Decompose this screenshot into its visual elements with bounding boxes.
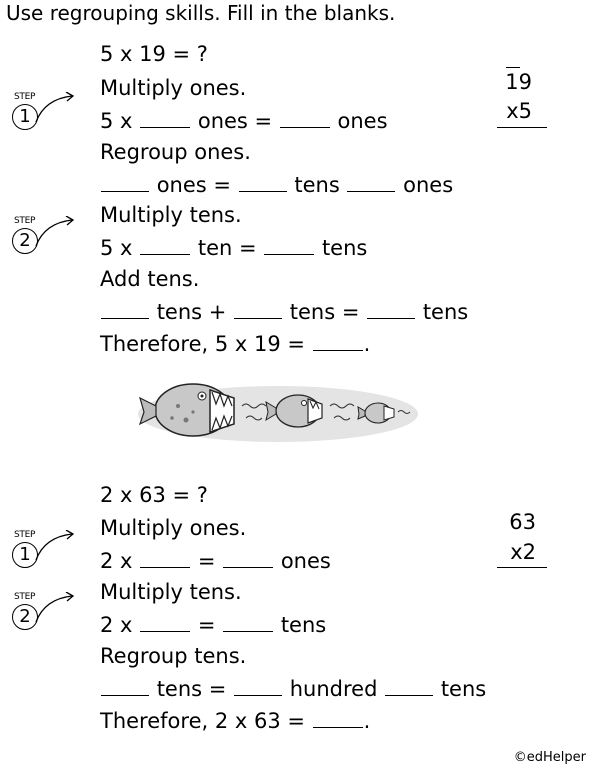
p1-line2-b: tens [294, 173, 340, 197]
p1-line4 [100, 299, 468, 324]
p2-line2-b: = [197, 613, 216, 637]
curved-arrow-icon [32, 592, 78, 624]
p1-vertical-bottom: x5 [506, 99, 532, 123]
p2-therefore: Therefore, 2 x 63 = . [100, 709, 371, 733]
p1-vertical-top: 19 [505, 70, 532, 94]
p2-line2-a: 2 x [100, 613, 133, 637]
answer-blank[interactable] [223, 612, 273, 632]
p2-therefore-text: Therefore, 2 x 63 = [100, 709, 305, 733]
problem1-question: 5 x 19 = ? [100, 42, 208, 66]
p2-line2 [100, 612, 326, 637]
p1-vertical-rule [497, 127, 547, 128]
p2-step1-title: Multiply ones. [100, 516, 247, 540]
p2-line2-c: tens [280, 613, 327, 637]
p1-line3-c: tens [321, 236, 368, 260]
curved-arrow-icon [32, 530, 78, 562]
copyright: ©edHelper [513, 750, 586, 765]
curved-arrow-icon [32, 216, 78, 248]
p2-step2-title: Multiply tens. [100, 580, 242, 604]
p1-therefore: Therefore, 5 x 19 = . [100, 332, 371, 356]
answer-blank[interactable] [234, 299, 282, 319]
p1-line3 [100, 235, 367, 260]
answer-blank[interactable] [313, 708, 363, 728]
answer-blank[interactable] [367, 299, 415, 319]
p2-vertical-top: 63 [509, 510, 536, 534]
step-number: 2 [12, 228, 38, 254]
step2-marker-p1 [4, 216, 74, 261]
p1-line3-b: ten = [197, 236, 257, 260]
instructions: Use regrouping skills. Fill in the blanks. [6, 1, 396, 25]
p1-line1-b: ones = [197, 109, 273, 133]
step1-marker-p2 [4, 530, 74, 575]
p1-step2-title: Multiply tens. [100, 203, 242, 227]
p1-line4-a: tens + [156, 300, 227, 324]
answer-blank[interactable] [101, 676, 149, 696]
p1-line1-c: ones [337, 109, 388, 133]
p2-line1-b: = [197, 549, 216, 573]
step-number: 2 [12, 604, 38, 630]
answer-blank[interactable] [347, 172, 395, 192]
p2-vertical-bottom: x2 [510, 540, 536, 564]
p1-line4-c: tens [422, 300, 469, 324]
p1-line2 [100, 172, 453, 197]
p2-regroup-title: Regroup tens. [100, 644, 247, 668]
p2-line3-c: tens [440, 677, 487, 701]
p1-line3-a: 5 x [100, 236, 133, 260]
problem2-question: 2 x 63 = ? [100, 483, 208, 507]
answer-blank[interactable] [385, 676, 433, 696]
carry-line [506, 67, 520, 68]
p1-therefore-text: Therefore, 5 x 19 = [100, 332, 305, 356]
answer-blank[interactable] [140, 548, 190, 568]
p1-line2-c: ones [403, 173, 454, 197]
p2-vertical-rule [497, 567, 547, 568]
p1-add-title: Add tens. [100, 267, 200, 291]
answer-blank[interactable] [140, 108, 190, 128]
p1-line1 [100, 108, 388, 133]
answer-blank[interactable] [234, 676, 282, 696]
answer-blank[interactable] [140, 235, 190, 255]
answer-blank[interactable] [264, 235, 314, 255]
p2-line3-a: tens = [156, 677, 227, 701]
p1-line1-a: 5 x [100, 109, 133, 133]
p2-line3-b: hundred [289, 677, 378, 701]
answer-blank[interactable] [223, 548, 273, 568]
p1-line4-b: tens = [289, 300, 360, 324]
step-number: 1 [12, 104, 38, 130]
step-label: STEP [14, 216, 36, 226]
curved-arrow-icon [32, 92, 78, 124]
step-number: 1 [12, 542, 38, 568]
answer-blank[interactable] [239, 172, 287, 192]
fish-illustration [138, 376, 418, 446]
step2-marker-p2 [4, 592, 74, 637]
answer-blank[interactable] [101, 172, 149, 192]
p1-regroup-title: Regroup ones. [100, 140, 251, 164]
p2-line1 [100, 548, 331, 573]
answer-blank[interactable] [101, 299, 149, 319]
step-label: STEP [14, 530, 36, 540]
step1-marker-p1 [4, 92, 74, 137]
answer-blank[interactable] [313, 331, 363, 351]
step-label: STEP [14, 592, 36, 602]
p1-step1-title: Multiply ones. [100, 76, 247, 100]
answer-blank[interactable] [140, 612, 190, 632]
p2-line1-a: 2 x [100, 549, 133, 573]
p2-line1-c: ones [280, 549, 331, 573]
step-label: STEP [14, 92, 36, 102]
p1-line2-a: ones = [156, 173, 231, 197]
answer-blank[interactable] [280, 108, 330, 128]
p2-line3 [100, 676, 486, 701]
